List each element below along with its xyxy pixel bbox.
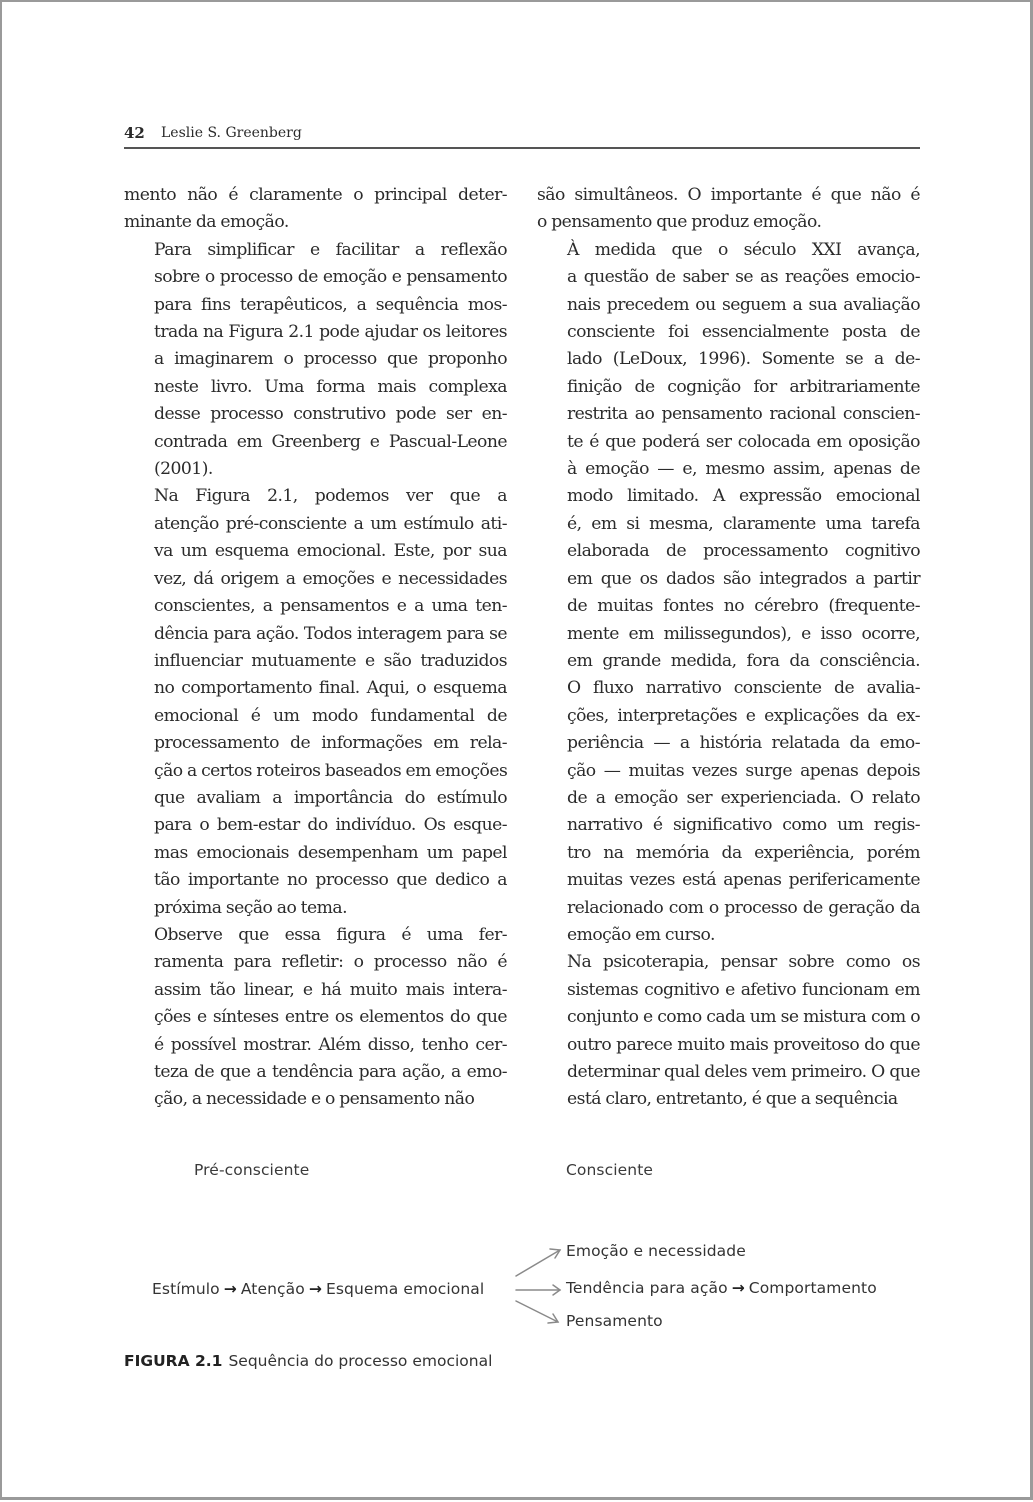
text-line: mas emocionais desempenham um papel (154, 842, 507, 863)
text-line: Na psicoterapia, pensar sobre como os (567, 952, 920, 973)
text-line: emoção em curso. (567, 924, 715, 945)
text-line: Para simplificar e facilitar a reflexão (154, 239, 507, 260)
text-line: À medida que o século XXI avança, (567, 239, 920, 260)
text-line: te é que poderá ser colocada em oposição (567, 431, 920, 452)
arrow-right-icon: → (731, 1279, 745, 1297)
node-attention: Atenção (240, 1280, 305, 1298)
figure-2-1 (2, 2, 1033, 1502)
text-line: lado (LeDoux, 1996). Somente se a de- (567, 349, 920, 370)
figure-caption (124, 1352, 492, 1370)
book-page (2, 2, 1033, 1502)
text-line: outro parece muito mais proveitoso do que (567, 1034, 920, 1055)
arrow-right-icon: → (308, 1280, 322, 1298)
text-line: Na Figura 2.1, podemos ver que a (154, 486, 507, 507)
text-line: mente em milissegundos), e isso ocorre, (567, 623, 920, 644)
text-line: em grande medida, fora da consciência. (567, 650, 920, 671)
arrow-right-icon: → (223, 1280, 237, 1298)
figure-number: FIGURA 2.1 (124, 1352, 223, 1370)
text-line: muitas vezes está apenas perifericamente (567, 870, 920, 891)
text-line: va um esquema emocional. Este, por sua (154, 541, 507, 562)
text-line: ramenta para refletir: o processo não é (154, 952, 507, 973)
preconscious-chain (152, 1280, 484, 1298)
node-behavior: Comportamento (748, 1279, 877, 1297)
text-line: mento não é claramente o principal deter- (124, 185, 507, 205)
text-line: conjunto e como cada um se mistura com o (567, 1007, 920, 1028)
text-line: ção — muitas vezes surge apenas depois (567, 760, 920, 781)
text-line: periência — a história relatada da emo- (567, 733, 920, 754)
text-line: está claro, entretanto, é que a sequência (567, 1089, 898, 1110)
text-line: próxima seção ao tema. (154, 897, 347, 918)
text-line: teza de que a tendência para ação, a emo- (154, 1062, 507, 1082)
text-line: de muitas fontes no cérebro (frequente- (567, 596, 920, 617)
text-line: a questão de saber se as reações emocio- (567, 267, 920, 288)
text-line: ções e sínteses entre os elementos do que (154, 1007, 507, 1028)
text-line: para fins terapêuticos, a sequência mos- (154, 294, 507, 315)
text-line: sobre o processo de emoção e pensamento (154, 267, 507, 288)
branch-arrows-icon (512, 1242, 567, 1332)
node-thought: Pensamento (566, 1312, 663, 1330)
text-line: contrada em Greenberg e Pascual-Leone (154, 431, 507, 452)
text-line: O fluxo narrativo consciente de avalia- (567, 678, 920, 699)
text-line: nais precedem ou seguem a sua avaliação (567, 294, 920, 315)
text-line: é, em si mesma, claramente uma tarefa (567, 513, 920, 534)
text-line: modo limitado. A expressão emocional (567, 486, 920, 507)
text-line: sistemas cognitivo e afetivo funcionam em (567, 979, 920, 1000)
text-line: conscientes, a pensamentos e a uma ten- (154, 596, 507, 617)
text-line: dência para ação. Todos interagem para se (154, 623, 507, 644)
text-line: para o bem-estar do indivíduo. Os esque- (154, 815, 507, 836)
node-stimulus: Estímulo (152, 1280, 220, 1298)
text-line: elaborada de processamento cognitivo (567, 541, 920, 562)
text-line: determinar qual deles vem primeiro. O que (567, 1062, 920, 1082)
text-line: minante da emoção. (124, 212, 289, 233)
figure-title: Sequência do processo emocional (228, 1352, 493, 1370)
text-line: ção, a necessidade e o pensamento não (154, 1089, 475, 1110)
text-line: ções, interpretações e explicações da ex- (567, 705, 920, 726)
text-line: (2001). (154, 459, 213, 480)
text-line: são simultâneos. O importante é que não é (537, 185, 920, 205)
text-line: processamento de informações em rela- (154, 733, 507, 754)
text-line: é possível mostrar. Além disso, tenho cer- (154, 1034, 507, 1055)
text-line: Observe que essa figura é uma fer- (154, 924, 507, 945)
text-line: em que os dados são integrados a partir (567, 568, 920, 589)
text-line: desse processo construtivo pode ser en- (154, 404, 507, 425)
running-head-author: Leslie S. Greenberg (161, 125, 302, 141)
text-line: relacionado com o processo de geração da (567, 897, 920, 918)
text-line: tão importante no processo que dedico a (154, 870, 507, 891)
text-line: finição de cognição for arbitrariamente (567, 376, 920, 397)
node-emotional-schema: Esquema emocional (325, 1280, 485, 1298)
zone-label-conscious: Consciente (566, 1161, 654, 1179)
text-line: influenciar mutuamente e são traduzidos (154, 650, 507, 671)
text-line: narrativo é significativo como um regis- (567, 815, 920, 836)
text-line: atenção pré-consciente a um estímulo ati- (154, 513, 507, 534)
page-number: 42 (124, 124, 145, 142)
text-line: assim tão linear, e há muito mais intera- (154, 979, 507, 1000)
text-line: trada na Figura 2.1 pode ajudar os leitores (154, 322, 507, 343)
node-action-tendency: Tendência para ação (566, 1279, 728, 1297)
text-line: de a emoção ser experienciada. O relato (567, 787, 920, 808)
text-line: no comportamento final. Aqui, o esquema (154, 678, 507, 699)
text-line: ção a certos roteiros baseados em emoções (154, 760, 508, 781)
text-line: restrita ao pensamento racional conscien- (567, 404, 920, 425)
text-line: emocional é um modo fundamental de (154, 705, 507, 726)
text-line: vez, dá origem a emoções e necessidades (154, 568, 507, 589)
text-line: tro na memória da experiência, porém (567, 842, 920, 863)
node-emotion-need: Emoção e necessidade (566, 1242, 746, 1260)
text-line: à emoção — e, mesmo assim, apenas de (567, 459, 920, 480)
text-line: o pensamento que produz emoção. (537, 212, 822, 233)
text-line: consciente foi essencialmente posta de (567, 322, 920, 343)
action-chain (566, 1279, 877, 1297)
text-line: a imaginarem o processo que proponho (154, 349, 507, 370)
text-line: que avaliam a importância do estímulo (154, 787, 507, 808)
zone-label-preconscious: Pré-consciente (194, 1161, 310, 1179)
text-line: neste livro. Uma forma mais complexa (154, 376, 507, 397)
